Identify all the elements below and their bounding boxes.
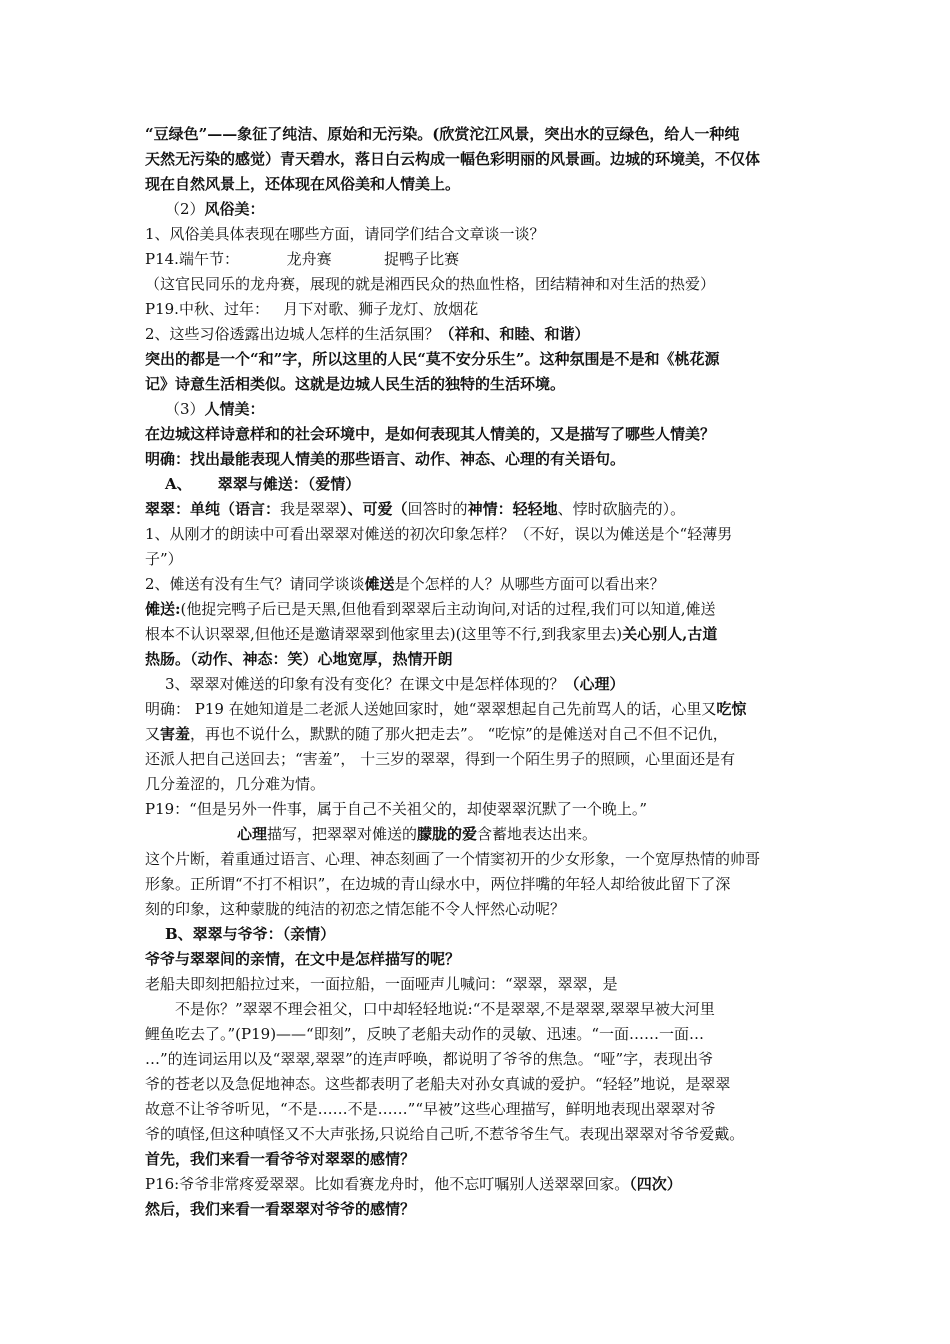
text-line: [145, 322, 815, 347]
text-line: …”的连词运用以及“翠翠,翠翠”的连声呼唤，都说明了爷爷的焦急。“哑”字，表现出爷: [145, 1050, 714, 1068]
text-line: 这个片断，着重通过语言、心理、神态刻画了一个情窦初开的少女形象，一个宽厚热情的帅哥: [145, 850, 761, 868]
text-line: P19：“但是另外一件事，属于自己不关祖父的，却使翠翠沉默了一个晚上。”: [145, 800, 648, 818]
text-run: 明确： P19 在她知道是二老派人送她回家时，她“翠翠想起自己先前骂人的话，心里又: [145, 700, 717, 718]
text-line: 刻的印象，这种蒙胧的纯洁的初恋之情怎能不令人怦然心动呢？: [145, 900, 566, 918]
text-line: 爷爷与翠翠间的亲情，在文中是怎样描写的呢？: [145, 950, 461, 968]
text-line: 鲤鱼吃去了。”(P19)——“即刻”，反映了老船夫动作的灵敏、迅速。“一面……一面…: [145, 1025, 705, 1043]
text-line: 在边城这样诗意样和的社会环境中，是如何表现其人情美的，又是描写了哪些人情美？: [145, 425, 716, 443]
text-run-bold: 关心别人,古道: [622, 625, 718, 643]
text-line: 老船夫即刻把船拉过来，一面拉船，一面哑声儿喊问：“翠翠，翠翠，是: [145, 975, 618, 993]
text-run: 又: [145, 725, 161, 743]
text-run-bold: （四次）: [629, 1175, 682, 1193]
text-line: “豆绿色”——象征了纯洁、原始和无污染。(欣赏沱江风景，突出水的豆绿色，给人一种纯: [145, 125, 740, 143]
text-line: 爷的苍老以及急促地神态。这些都表明了老船夫对孙女真诚的爱护。“轻轻”地说，是翠翠: [145, 1075, 731, 1093]
text-run: 含蓄地表达出来。: [477, 825, 598, 843]
text-line: [145, 722, 815, 747]
text-line: [145, 672, 815, 697]
section-title: 人情美：: [204, 400, 265, 418]
text-line: 然后，我们来看一看翠翠对爷爷的感情？: [145, 1200, 416, 1218]
text-line: 热肠。（动作、神态：笑）心地宽厚，热情开朗: [145, 650, 453, 668]
text-line: （这官民同乐的龙舟赛，展现的就是湘西民众的热血性格，团结精神和对生活的热爱）: [145, 275, 716, 293]
text-run: 回答时的: [407, 500, 468, 518]
text-line: 明确：找出最能表现人情美的那些语言、动作、神态、心理的有关语句。: [145, 450, 626, 468]
text-line: 首先，我们来看一看爷爷对翠翠的感情？: [145, 1150, 416, 1168]
text-line: [145, 822, 815, 847]
text-run: 2、傩送有没有生气？请同学谈谈: [145, 575, 365, 593]
section-heading: [145, 197, 815, 222]
section-title: 风俗美：: [204, 200, 265, 218]
text-line: 子”）: [145, 550, 183, 568]
text-line: 形象。正所谓“不打不相识”，在边城的青山绿水中，两位拌嘴的年轻人却给彼此留下了深: [145, 875, 731, 893]
text-run: ，再也不说什么，默默的随了那火把走去”。 “吃惊”的是傩送对自己不但不记仇，: [190, 725, 728, 743]
text-line: [145, 572, 815, 597]
text-run-bold: 心理: [237, 825, 268, 843]
text-line: 记》诗意生活相类似。这就是边城人民生活的独特的生活环境。: [145, 375, 566, 393]
text-run: 2、这些习俗透露出边城人怎样的生活氛围？: [145, 325, 440, 343]
text-run: (他捉完鸭子后已是天黑,但他看到翠翠后主动询问,对话的过程,我们可以知道,傩送: [180, 600, 716, 618]
text-line: 现在自然风景上，还体现在风俗美和人情美上。: [145, 175, 461, 193]
text-run-bold: 傩送:: [145, 600, 181, 618]
section-number: （2）: [165, 200, 205, 218]
section-heading: [145, 397, 815, 422]
text-line: [145, 597, 815, 622]
text-run-bold: （心理）: [564, 675, 625, 693]
text-line: 1、风俗美具体表现在哪些方面，请同学们结合文章谈一谈？: [145, 225, 545, 243]
text-line: 1、从刚才的朗读中可看出翠翠对傩送的初次印象怎样？（不好，误以为傩送是个“轻薄男: [145, 525, 733, 543]
text-run-bold: 朦胧的爱: [417, 825, 478, 843]
subsection-heading: A、 翠翠与傩送：（爱情）: [165, 475, 361, 493]
subsection-heading: B、翠翠与爷爷：（亲情）: [165, 925, 336, 943]
text-run-bold: ）、可爱（: [340, 500, 408, 518]
text-run-bold: 翠翠：单纯（语言：: [145, 500, 281, 518]
text-run: 根本不认识翠翠,但他还是邀请翠翠到他家里去)(这里等不行,到我家里去): [145, 625, 623, 643]
text-line: 还派人把自己送回去；“害羞”， 十三岁的翠翠，得到一个陌生男子的照顾，心里面还是有: [145, 750, 736, 768]
text-run-bold: 害羞: [160, 725, 191, 743]
document-page: [145, 122, 815, 1222]
text-line: P14.端午节： 龙舟赛 捉鸭子比赛: [145, 250, 460, 268]
text-run-bold: （祥和、和睦、和谐）: [439, 325, 590, 343]
text-run: 3、翠翠对傩送的印象有没有变化？在课文中是怎样体现的？: [165, 675, 565, 693]
text-line: [145, 1172, 815, 1197]
text-run: P16:爷爷非常疼爱翠翠。比如看赛龙舟时，他不忘叮嘱别人送翠翠回家。: [145, 1175, 630, 1193]
text-line: [145, 497, 815, 522]
text-run: 我是翠翠: [280, 500, 341, 518]
text-line: 天然无污染的感觉）青天碧水，落日白云构成一幅色彩明丽的风景画。边城的环境美，不仅体: [145, 150, 761, 168]
text-line: 突出的都是一个“和”字，所以这里的人民“莫不安分乐生”。这种氛围是不是和《桃花源: [145, 350, 720, 368]
text-line: [145, 697, 815, 722]
text-line: 几分羞涩的，几分难为情。: [145, 775, 326, 793]
text-run: 、悖时砍脑壳的）。: [557, 500, 686, 518]
text-run-bold: 傩送: [364, 575, 395, 593]
text-run: 是个怎样的人？从哪些方面可以看出来？: [394, 575, 665, 593]
text-line: 故意不让爷爷听见，“不是……不是……”“早被”这些心理描写，鲜明地表现出翠翠对爷: [145, 1100, 716, 1118]
text-line: 爷的嗔怪,但这种嗔怪又不大声张扬,只说给自己听,不惹爷爷生气。表现出翠翠对爷爷爱戴。: [145, 1125, 745, 1143]
text-run: 描写，把翠翠对傩送的: [267, 825, 418, 843]
section-number: （3）: [165, 400, 205, 418]
text-run-bold: 吃惊: [716, 700, 747, 718]
text-line: P19.中秋、过年： 月下对歌、狮子龙灯、放烟花: [145, 300, 479, 318]
text-line: 不是你？”翠翠不理会祖父，口中却轻轻地说:“不是翠翠,不是翠翠,翠翠早被大河里: [175, 1000, 715, 1018]
text-run-bold: 神情：轻轻地: [467, 500, 558, 518]
text-line: [145, 622, 815, 647]
